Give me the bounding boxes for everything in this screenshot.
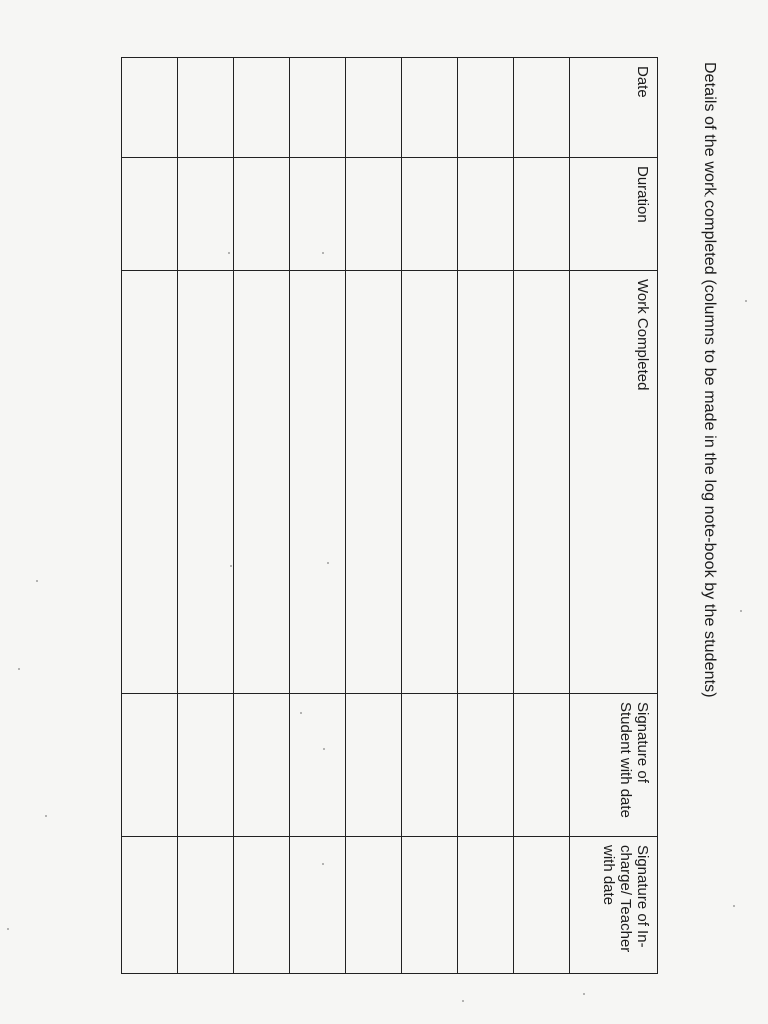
table-body [122, 58, 570, 974]
table-cell [514, 158, 570, 271]
table-cell [290, 271, 346, 694]
table-cell [514, 837, 570, 974]
table-cell [234, 58, 290, 158]
table-cell [458, 58, 514, 158]
header-duration: Duration [570, 158, 658, 271]
header-date: Date [570, 58, 658, 158]
table-cell [122, 837, 178, 974]
table-row [178, 58, 234, 974]
table-cell [458, 694, 514, 837]
header-teacher-signature: Signature of In-charge/ Teacher with date [570, 837, 658, 974]
table-cell [178, 837, 234, 974]
table-cell [178, 58, 234, 158]
table-cell [458, 271, 514, 694]
table-cell [346, 694, 402, 837]
table-row [290, 58, 346, 974]
table-cell [458, 158, 514, 271]
table-cell [234, 271, 290, 694]
table-row [122, 58, 178, 974]
table-cell [290, 158, 346, 271]
table-cell [290, 837, 346, 974]
table-cell [122, 271, 178, 694]
table-row [346, 58, 402, 974]
table-cell [346, 837, 402, 974]
table-cell [122, 58, 178, 158]
table-cell [346, 58, 402, 158]
table-row [514, 58, 570, 974]
table-cell [290, 694, 346, 837]
table-cell [402, 694, 458, 837]
table-cell [178, 158, 234, 271]
table-cell [346, 158, 402, 271]
table-cell [402, 58, 458, 158]
document-caption: Details of the work completed (columns to be made in the log note-book by the students) [701, 62, 718, 698]
table-cell [122, 694, 178, 837]
table-cell [514, 271, 570, 694]
table-row [458, 58, 514, 974]
work-log-table [121, 57, 658, 974]
table-cell [514, 58, 570, 158]
table-cell [402, 837, 458, 974]
table-cell [402, 158, 458, 271]
table-cell [458, 837, 514, 974]
table-cell [178, 694, 234, 837]
table-cell [234, 158, 290, 271]
table-cell [290, 58, 346, 158]
table-cell [402, 271, 458, 694]
table-cell [122, 158, 178, 271]
table-cell [178, 271, 234, 694]
header-student-signature: Signature of Student with date [570, 694, 658, 837]
table-cell [514, 694, 570, 837]
table-row [402, 58, 458, 974]
table-row [234, 58, 290, 974]
table-cell [234, 837, 290, 974]
header-work-completed: Work Completed [570, 271, 658, 694]
table-cell [234, 694, 290, 837]
table-cell [346, 271, 402, 694]
header-row [570, 58, 658, 974]
